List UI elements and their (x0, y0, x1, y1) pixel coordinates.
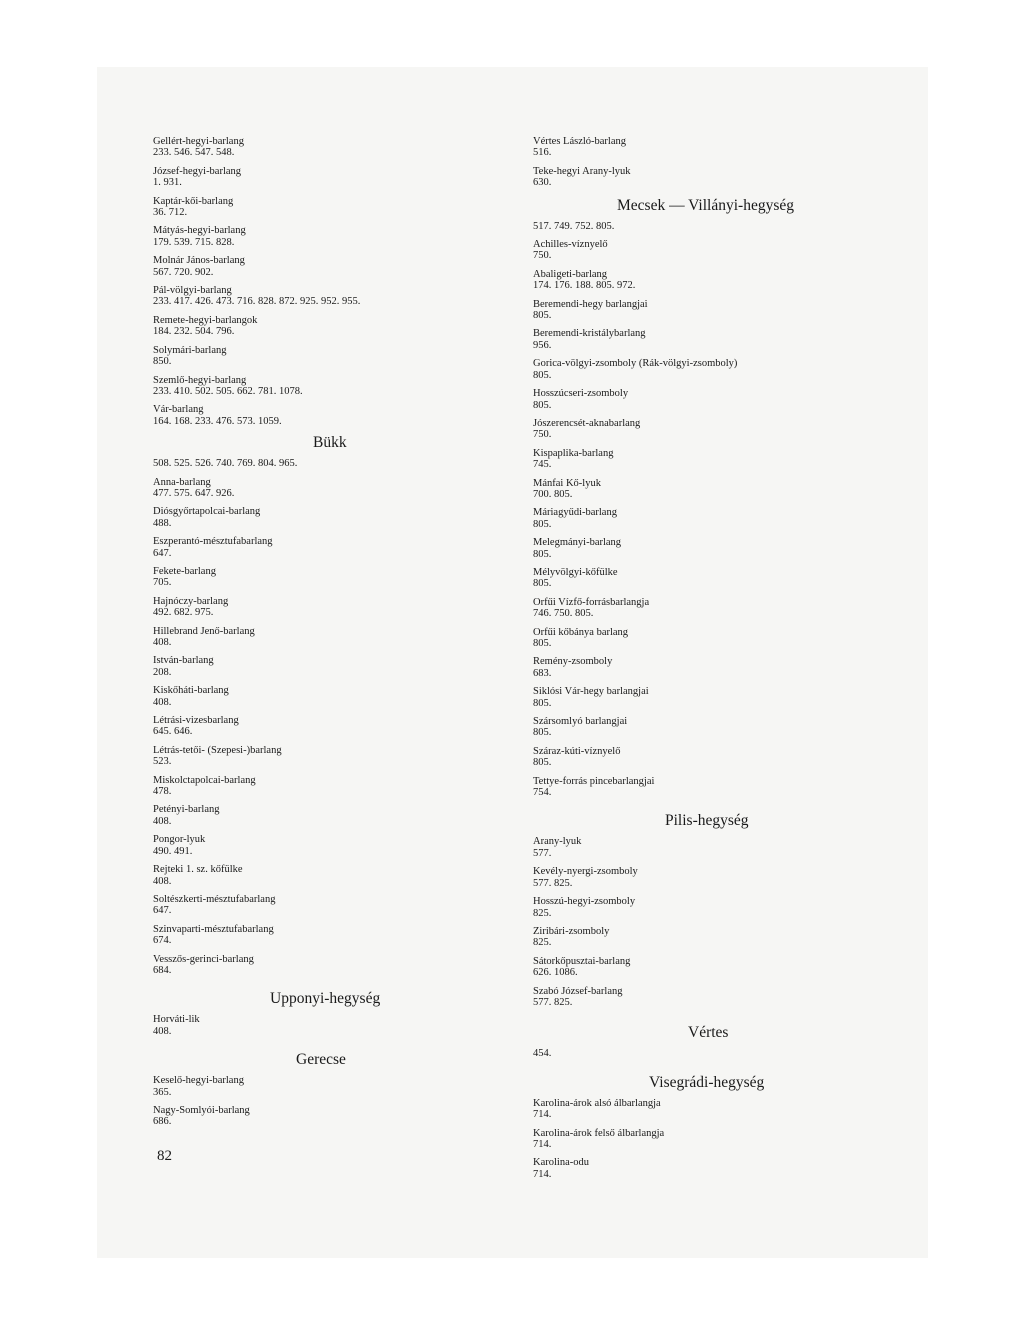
entry-name: István-barlang (153, 655, 214, 667)
index-entry (533, 328, 833, 351)
entry-name: Pongor-lyuk (153, 834, 206, 846)
entry-numbers: 805. (533, 638, 552, 649)
entry-name: Siklósi Vár-hegy barlangjai (533, 686, 649, 698)
section-heading-mecsek: Mecsek — Villányi-hegység (617, 196, 794, 214)
mecsek-section (533, 239, 833, 798)
entry-name: Arany-lyuk (533, 836, 582, 848)
index-entry (533, 956, 833, 979)
entry-numbers: 647. (153, 547, 172, 559)
index-entry (533, 926, 833, 949)
entry-name: Kaptár-kői-barlang (153, 195, 234, 207)
index-entry (533, 686, 833, 709)
budai-hegyseg-section (153, 136, 503, 427)
entry-numbers: 408. (153, 815, 172, 827)
entry-numbers: 408. (153, 1025, 172, 1037)
index-entry (153, 745, 503, 768)
entry-name: Beremendi-kristálybarlang (533, 328, 646, 340)
entry-numbers: 714. (533, 1109, 552, 1121)
entry-name: Solymári-barlang (153, 344, 227, 356)
index-entry (153, 1075, 503, 1098)
entry-name: Soltészkerti-mésztufabarlang (153, 893, 276, 905)
index-entry (153, 315, 503, 338)
entry-name: Pál-völgyi-barlang (153, 285, 232, 297)
entry-name: Orfűi Vízfő-forrásbarlangja (533, 596, 650, 608)
mecsek-general-refs (533, 221, 833, 232)
entry-numbers: 805. (533, 310, 552, 322)
pilis-section (533, 836, 833, 1008)
bukk-general-refs (153, 458, 503, 469)
entry-name: Petényi-barlang (153, 804, 220, 816)
entry-name: Gorica-völgyi-zsomboly (Rák-völgyi-zsomboly) (533, 358, 738, 370)
entry-name: Mánfai Kő-lyuk (533, 477, 601, 489)
entry-name: Horváti-lik (153, 1014, 200, 1026)
entry-numbers: 490. 491. (153, 845, 193, 857)
entry-name: Hajnóczy-barlang (153, 595, 229, 607)
section-heading-upponyi: Upponyi-hegység (270, 990, 381, 1008)
entry-name: Melegmányi-barlang (533, 537, 622, 549)
entry-numbers: 956. (533, 339, 552, 351)
entry-name: Hosszúcseri-zsomboly (533, 388, 629, 400)
entry-numbers: 683. (533, 667, 552, 679)
entry-numbers: 454. (533, 1048, 552, 1060)
index-entry (153, 255, 503, 278)
entry-numbers: 825. (533, 937, 552, 949)
entry-name: Szinvaparti-mésztufabarlang (153, 923, 274, 935)
index-entry (533, 448, 833, 471)
entry-name: Mátyás-hegyi-barlang (153, 225, 246, 237)
index-entry (153, 196, 503, 219)
index-entry (533, 716, 833, 739)
entry-numbers: 233. 417. 426. 473. 716. 828. 872. 925. 952. 955. (153, 296, 361, 308)
bukk-section (153, 477, 503, 977)
index-entry (153, 375, 503, 398)
entry-numbers: 477. 575. 647. 926. (153, 487, 235, 499)
index-entry (153, 596, 503, 619)
entry-name: Remete-hegyi-barlangok (153, 314, 258, 326)
index-entry (533, 418, 833, 441)
entry-name: Keselő-hegyi-barlang (153, 1075, 244, 1087)
entry-numbers: 488. (153, 517, 172, 529)
index-entry (153, 715, 503, 738)
index-entry (153, 536, 503, 559)
index-entry (533, 1128, 833, 1151)
index-entry (533, 746, 833, 769)
entry-numbers: 567. 720. 902. (153, 266, 214, 278)
entry-numbers: 408. (153, 637, 172, 648)
entry-numbers: 233. 546. 547. 548. (153, 147, 235, 159)
index-entry (533, 866, 833, 889)
entry-numbers: 577. 825. (533, 877, 573, 889)
entry-numbers: 408. (153, 875, 172, 887)
entry-name: Létrási-vizesbarlang (153, 715, 239, 727)
index-entry (153, 136, 503, 159)
entry-name: Teke-hegyi Arany-lyuk (533, 165, 631, 177)
entry-name: Kevély-nyergi-zsomboly (533, 866, 638, 878)
entry-numbers: 805. (533, 757, 552, 769)
entry-name: Gellért-hegyi-barlang (153, 136, 244, 147)
entry-numbers: 686. (153, 1116, 172, 1128)
entry-numbers: 750. (533, 250, 552, 262)
entry-numbers: 805. (533, 369, 552, 381)
index-entry (533, 986, 833, 1009)
entry-name: Kispaplika-barlang (533, 447, 614, 459)
page-number: 82 (157, 1148, 172, 1164)
entry-numbers: 647. (153, 905, 172, 917)
entry-numbers: 750. (533, 429, 552, 441)
index-entry (533, 537, 833, 560)
index-entry (533, 1157, 833, 1180)
index-entry (533, 166, 833, 189)
entry-numbers: 492. 682. 975. (153, 607, 214, 619)
index-entry (533, 507, 833, 530)
index-entry (153, 1105, 503, 1128)
entry-name: Karolina-árok alsó álbarlangja (533, 1097, 661, 1109)
section-heading-gerecse: Gerecse (296, 1051, 346, 1069)
entry-numbers: 805. (533, 578, 552, 590)
entry-numbers: 626. 1086. (533, 967, 578, 979)
index-entry (153, 506, 503, 529)
entry-name: Szabó József-barlang (533, 985, 623, 997)
entry-name: Jószerencsét-aknabarlang (533, 417, 641, 429)
index-entry (153, 345, 503, 368)
entry-name: Vesszős-gerinci-barlang (153, 953, 254, 965)
index-entry (153, 924, 503, 947)
entry-numbers: 645. 646. (153, 726, 193, 738)
index-entry (533, 269, 833, 292)
entry-numbers: 184. 232. 504. 796. (153, 326, 235, 338)
index-entry (153, 685, 503, 708)
section-heading-bukk: Bükk (313, 434, 347, 452)
entry-name: Diósgyőrtapolcai-barlang (153, 506, 261, 518)
index-entry (153, 655, 503, 678)
entry-numbers: 805. (533, 518, 552, 530)
vertes-general-refs (533, 1048, 833, 1059)
entry-numbers: 208. (153, 666, 172, 678)
entry-name: Nagy-Somlyói-barlang (153, 1104, 250, 1116)
index-entry (533, 1098, 833, 1121)
entry-numbers: 577. 825. (533, 996, 573, 1008)
entry-numbers: 805. (533, 697, 552, 709)
entry-name: József-hegyi-barlang (153, 165, 242, 177)
entry-numbers: 714. (533, 1138, 552, 1150)
entry-numbers: 408. (153, 696, 172, 708)
visegradi-section (533, 1098, 833, 1180)
entry-numbers: 478. (153, 786, 172, 798)
entry-name: Máriagyűdi-barlang (533, 507, 617, 519)
index-entry (533, 896, 833, 919)
entry-numbers: 174. 176. 188. 805. 972. (533, 280, 636, 292)
entry-name: Rejteki 1. sz. kőfülke (153, 864, 243, 876)
vertes-laszlo-section (533, 136, 833, 189)
entry-name: Szársomlyó barlangjai (533, 716, 628, 728)
entry-numbers: 1. 931. (153, 177, 182, 189)
entry-name: Hillebrand Jenő-barlang (153, 625, 255, 637)
entry-numbers: 700. 805. (533, 488, 573, 500)
entry-numbers: 714. (533, 1168, 552, 1180)
entry-numbers: 630. (533, 177, 552, 189)
entry-numbers: 805. (533, 548, 552, 560)
entry-numbers: 233. 410. 502. 505. 662. 781. 1078. (153, 385, 303, 397)
entry-name: Orfűi kőbánya barlang (533, 626, 629, 638)
index-entry (153, 566, 503, 589)
index-entry (533, 597, 833, 620)
index-entry (153, 834, 503, 857)
index-entry (153, 954, 503, 977)
entry-numbers: 516. (533, 147, 552, 159)
entry-numbers: 365. (153, 1086, 172, 1098)
entry-name: Molnár János-barlang (153, 255, 245, 267)
index-entry (153, 225, 503, 248)
entry-name: Remény-zsomboly (533, 656, 613, 668)
index-entry (533, 776, 833, 799)
index-entry (533, 836, 833, 859)
entry-name: Anna-barlang (153, 476, 211, 488)
entry-name: Ziribári-zsomboly (533, 925, 610, 937)
entry-numbers: 805. (533, 727, 552, 739)
entry-name: Tettye-forrás pincebarlangjai (533, 775, 655, 787)
entry-numbers: 850. (153, 356, 172, 368)
entry-name: Fekete-barlang (153, 565, 216, 577)
index-entry (153, 775, 503, 798)
entry-name: Létrás-tetői- (Szepesi-)barlang (153, 744, 282, 756)
entry-name: Beremendi-hegy barlangjai (533, 298, 648, 310)
entry-name: Achilles-víznyelő (533, 239, 608, 251)
entry-numbers: 805. (533, 399, 552, 411)
entry-numbers: 745. (533, 459, 552, 471)
index-entry (153, 894, 503, 917)
entry-numbers: 705. (153, 577, 172, 589)
entry-numbers: 674. (153, 935, 172, 947)
entry-name: Kiskőháti-barlang (153, 685, 229, 697)
entry-name: Abaligeti-barlang (533, 268, 608, 280)
index-entry (153, 166, 503, 189)
index-entry (153, 1014, 503, 1037)
entry-numbers: 179. 539. 715. 828. (153, 236, 235, 248)
entry-name: Mélyvölgyi-kőfülke (533, 566, 618, 578)
entry-numbers: 754. (533, 787, 552, 799)
index-entry (533, 388, 833, 411)
section-heading-pilis: Pilis-hegység (665, 812, 749, 830)
left-column (153, 136, 503, 1135)
entry-numbers: 164. 168. 233. 476. 573. 1059. (153, 415, 282, 427)
section-heading-visegradi: Visegrádi-hegység (649, 1073, 765, 1091)
index-entry (533, 478, 833, 501)
index-entry (533, 627, 833, 650)
index-entry (153, 404, 503, 427)
index-entry (533, 567, 833, 590)
entry-numbers: 508. 525. 526. 740. 769. 804. 965. (153, 458, 298, 470)
entry-name: Vár-barlang (153, 404, 204, 416)
upponyi-section (153, 1014, 503, 1037)
gerecse-section (153, 1075, 503, 1128)
entry-numbers: 746. 750. 805. (533, 608, 594, 620)
index-entry (533, 136, 833, 159)
index-entry (533, 299, 833, 322)
entry-name: Hosszú-hegyi-zsomboly (533, 896, 636, 908)
index-entry (533, 239, 833, 262)
entry-numbers: 523. (153, 756, 172, 768)
entry-numbers: 517. 749. 752. 805. (533, 220, 615, 232)
index-entry (533, 656, 833, 679)
entry-name: Karolina-odu (533, 1157, 589, 1169)
entry-numbers: 684. (153, 964, 172, 976)
entry-name: Sátorkőpusztai-barlang (533, 955, 631, 967)
entry-name: Száraz-kúti-víznyelő (533, 745, 621, 757)
index-entry (153, 285, 503, 308)
section-heading-vertes: Vértes (688, 1024, 729, 1042)
index-entry (153, 626, 503, 649)
entry-name: Vértes László-barlang (533, 136, 626, 147)
entry-name: Eszperantó-mésztufabarlang (153, 536, 273, 548)
entry-name: Miskolctapolcai-barlang (153, 774, 256, 786)
entry-name: Szemlő-hegyi-barlang (153, 374, 247, 386)
right-column (533, 136, 833, 1187)
entry-name: Karolina-árok felső álbarlangja (533, 1127, 665, 1139)
entry-numbers: 577. (533, 847, 552, 859)
index-entry (533, 358, 833, 381)
index-entry (153, 477, 503, 500)
index-entry (153, 864, 503, 887)
entry-numbers: 825. (533, 907, 552, 919)
entry-numbers: 36. 712. (153, 207, 188, 219)
index-entry (153, 804, 503, 827)
